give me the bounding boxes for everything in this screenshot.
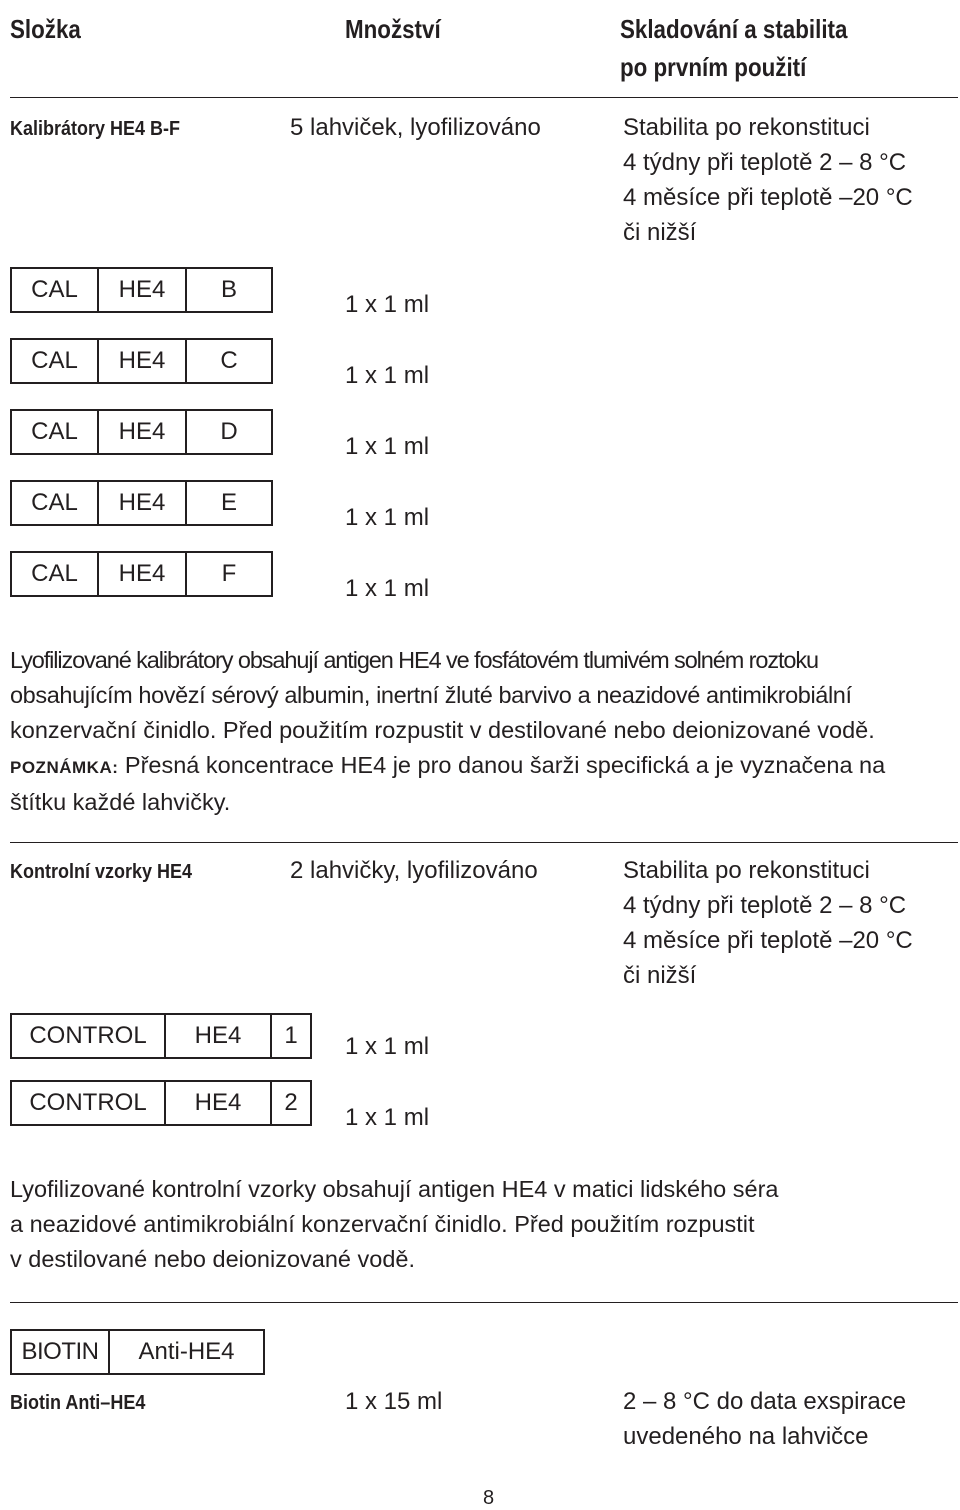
vial-label-analyte: HE4	[99, 340, 187, 382]
vial-label-level: 2	[284, 1089, 298, 1116]
calibrators-stability-1: Stabilita po rekonstituci	[623, 114, 870, 141]
note-line-2: štítku každé lahvičky.	[10, 789, 231, 815]
vial-quantity: 1 x 1 ml	[345, 1104, 430, 1131]
vial-label-cal-e	[10, 480, 273, 526]
controls-label: Kontrolní vzorky HE4	[10, 861, 193, 883]
calibrators-label: Kalibrátory HE4 B-F	[10, 118, 181, 140]
vial-label-type: BIOTIN	[12, 1331, 110, 1373]
vial-label-type: CAL	[12, 411, 99, 453]
description-line: Lyofilizované kalibrátory obsahují antigen HE4 ve fosfátovém tlumivém solném roztoku	[10, 647, 819, 673]
vial-label-type: CAL	[12, 482, 99, 524]
vial-quantity: 1 x 1 ml	[345, 504, 430, 531]
vial-label-cal-c	[10, 338, 273, 384]
vial-label-control-2	[10, 1080, 312, 1126]
vial-quantity: 1 x 1 ml	[345, 433, 430, 460]
vial-label-type: CONTROL	[12, 1082, 166, 1124]
vial-label-analyte: HE4	[166, 1015, 272, 1057]
calibrators-description	[10, 643, 958, 820]
vial-quantity: 1 x 1 ml	[345, 362, 430, 389]
vial-quantity: 1 x 1 ml	[345, 1033, 430, 1060]
description-line: a neazidové antimikrobiální konzervační činidlo. Před použitím rozpustit	[10, 1211, 755, 1237]
vial-label-type: CAL	[12, 553, 99, 595]
vial-label-analyte: Anti-HE4	[138, 1338, 235, 1365]
column-header-storage-line2: po prvním použití	[620, 52, 807, 82]
vial-label-level: B	[220, 276, 237, 303]
calibrators-stability-4: či nižší	[623, 219, 697, 246]
biotin-label: Biotin Anti–HE4	[10, 1392, 146, 1414]
vial-label-cal-d	[10, 409, 273, 455]
column-header-component: Složka	[10, 14, 81, 44]
biotin-quantity: 1 x 15 ml	[345, 1388, 443, 1415]
calibrators-stability-3: 4 měsíce při teplotě –20 °C	[623, 184, 913, 211]
calibrators-quantity: 5 lahviček, lyofilizováno	[290, 114, 541, 141]
column-header-quantity: Množství	[345, 14, 441, 44]
biotin-stability-2: uvedeného na lahvičce	[623, 1423, 869, 1450]
header-divider	[10, 97, 958, 98]
vial-label-type: CAL	[12, 340, 99, 382]
section-divider	[10, 842, 958, 843]
note-line	[10, 748, 958, 785]
vial-label-analyte: HE4	[166, 1082, 272, 1124]
description-line: Lyofilizované kontrolní vzorky obsahují antigen HE4 v matici lidského séra	[10, 1176, 779, 1202]
vial-label-level: C	[220, 347, 238, 374]
vial-quantity: 1 x 1 ml	[345, 575, 430, 602]
vial-label-level: E	[220, 489, 237, 516]
vial-label-type: CONTROL	[12, 1015, 166, 1057]
vial-quantity: 1 x 1 ml	[345, 291, 430, 318]
column-header-storage: Skladování a stabilita	[620, 14, 848, 44]
vial-label-level: D	[220, 418, 238, 445]
controls-stability-4: či nižší	[623, 962, 697, 989]
controls-stability-2: 4 týdny při teplotě 2 – 8 °C	[623, 892, 907, 919]
description-line: konzervační činidlo. Před použitím rozpustit v destilované nebo deionizované vodě.	[10, 717, 875, 743]
description-line: obsahujícím hovězí sérový albumin, inertní žluté barvivo a neazidové antimikrobiální	[10, 682, 852, 708]
description-line: v destilované nebo deionizované vodě.	[10, 1246, 416, 1272]
calibrators-stability-2: 4 týdny při teplotě 2 – 8 °C	[623, 149, 907, 176]
vial-label-cal-b	[10, 267, 273, 313]
vial-label-analyte: HE4	[99, 482, 187, 524]
vial-label-analyte: HE4	[99, 411, 187, 453]
biotin-stability-1: 2 – 8 °C do data exspirace	[623, 1388, 907, 1415]
vial-label-cal-f	[10, 551, 273, 597]
vial-label-biotin	[10, 1329, 265, 1375]
vial-label-type: CAL	[12, 269, 99, 311]
controls-quantity: 2 lahvičky, lyofilizováno	[290, 857, 538, 884]
controls-description	[10, 1172, 958, 1277]
vial-label-analyte: HE4	[99, 553, 187, 595]
section-divider	[10, 1302, 958, 1303]
note-label: POZNÁMKA:	[10, 758, 119, 777]
vial-label-level: F	[221, 560, 237, 587]
vial-label-control-1	[10, 1013, 312, 1059]
vial-label-analyte: HE4	[99, 269, 187, 311]
page-number: 8	[483, 1487, 495, 1509]
note-text: Přesná koncentrace HE4 je pro danou šarži specifická a je vyznačena na	[124, 752, 886, 778]
vial-label-level: 1	[284, 1022, 298, 1049]
controls-stability-1: Stabilita po rekonstituci	[623, 857, 870, 884]
controls-stability-3: 4 měsíce při teplotě –20 °C	[623, 927, 913, 954]
